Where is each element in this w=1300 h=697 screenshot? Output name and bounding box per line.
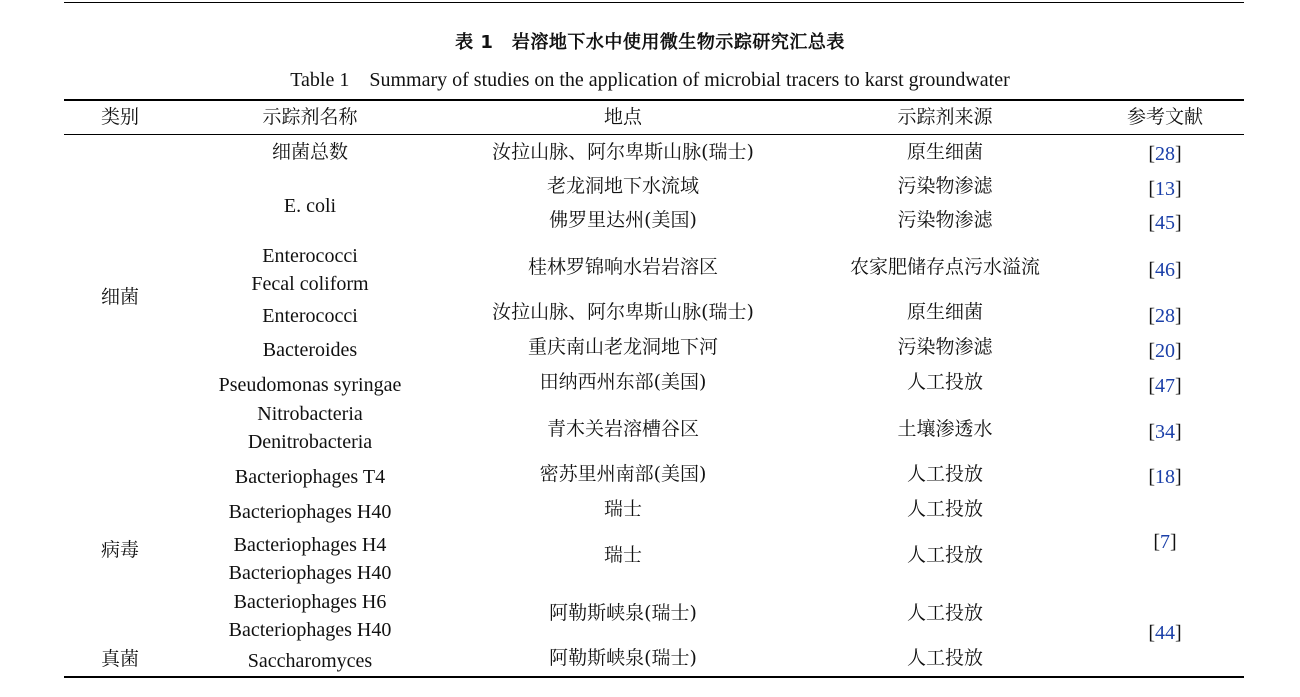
location: 瑞士: [603, 544, 643, 566]
tracer-source: 污染物渗滤: [897, 336, 993, 358]
tracer-name: Bacteriophages T4: [234, 466, 386, 488]
tracer-name: Nitrobacteria: [257, 403, 363, 425]
tracer-name: Fecal coliform: [251, 273, 369, 295]
tracer-name: 细菌总数: [271, 141, 349, 163]
tracer-name: Pseudomonas syringae: [218, 374, 402, 396]
location: 瑞士: [603, 498, 643, 520]
reference-link[interactable]: [44]: [1148, 622, 1182, 644]
tracer-source: 人工投放: [906, 498, 984, 520]
header-tracer-source: 示踪剂来源: [897, 106, 993, 128]
location: 阿勒斯峡泉(瑞士): [549, 602, 697, 624]
tracer-name: Bacteriophages H6: [233, 591, 387, 613]
category-fungi: 真菌: [100, 648, 140, 670]
location: 阿勒斯峡泉(瑞士): [549, 647, 697, 669]
header-references: 参考文献: [1126, 106, 1204, 128]
tracer-name: Bacteriophages H40: [228, 562, 392, 584]
reference-link[interactable]: [46]: [1148, 259, 1182, 281]
header-category: 类别: [100, 106, 140, 128]
location: 桂林罗锦响水岩岩溶区: [527, 256, 719, 278]
location: 佛罗里达州(美国): [549, 209, 697, 231]
tracer-source: 污染物渗滤: [897, 175, 993, 197]
location: 青木关岩溶槽谷区: [546, 418, 700, 440]
table-bottom-rule: [64, 676, 1244, 678]
tracer-name: Denitrobacteria: [247, 431, 373, 453]
tracer-source: 人工投放: [906, 371, 984, 393]
location: 田纳西州东部(美国): [539, 371, 707, 393]
reference-link[interactable]: [45]: [1148, 212, 1182, 234]
tracer-source: 污染物渗滤: [897, 209, 993, 231]
location: 老龙洞地下水流域: [546, 175, 700, 197]
reference-link[interactable]: [28]: [1148, 143, 1182, 165]
table-title-english: Table 1 Summary of studies on the application of microbial tracers to karst groundwater: [290, 69, 1010, 91]
location: 汝拉山脉、阿尔卑斯山脉(瑞士): [492, 141, 754, 163]
location: 密苏里州南部(美国): [539, 463, 707, 485]
tracer-name: Enterococci: [262, 245, 358, 267]
tracer-source: 农家肥储存点污水溢流: [849, 256, 1041, 278]
tracer-source: 原生细菌: [906, 141, 984, 163]
reference-link[interactable]: [13]: [1148, 178, 1182, 200]
tracer-source: 原生细菌: [906, 301, 984, 323]
header-top-rule: [64, 99, 1244, 101]
category-virus: 病毒: [100, 539, 140, 561]
category-bacteria: 细菌: [100, 286, 140, 308]
reference-link[interactable]: [7]: [1153, 531, 1177, 553]
tracer-name: Bacteroides: [262, 339, 358, 361]
tracer-name: Saccharomyces: [247, 650, 373, 672]
header-tracer-name: 示踪剂名称: [262, 106, 358, 128]
tracer-name: Bacteriophages H40: [228, 619, 392, 641]
reference-link[interactable]: [28]: [1148, 305, 1182, 327]
reference-link[interactable]: [20]: [1148, 340, 1182, 362]
reference-link[interactable]: [47]: [1148, 375, 1182, 397]
tracer-source: 人工投放: [906, 602, 984, 624]
header-location: 地点: [603, 106, 643, 128]
tracer-source: 土壤渗透水: [897, 418, 993, 440]
reference-link[interactable]: [18]: [1148, 466, 1182, 488]
tracer-name: Enterococci: [262, 305, 358, 327]
tracer-name: E. coli: [283, 195, 337, 217]
location: 汝拉山脉、阿尔卑斯山脉(瑞士): [492, 301, 754, 323]
tracer-source: 人工投放: [906, 463, 984, 485]
tracer-name: Bacteriophages H4: [233, 534, 387, 556]
header-bottom-rule: [64, 134, 1244, 135]
tracer-source: 人工投放: [906, 544, 984, 566]
table-top-rule: [64, 2, 1244, 3]
location: 重庆南山老龙洞地下河: [527, 336, 719, 358]
tracer-source: 人工投放: [906, 647, 984, 669]
table-title-chinese: 表 1 岩溶地下水中使用微生物示踪研究汇总表: [455, 32, 845, 53]
reference-link[interactable]: [34]: [1148, 421, 1182, 443]
tracer-name: Bacteriophages H40: [228, 501, 392, 523]
